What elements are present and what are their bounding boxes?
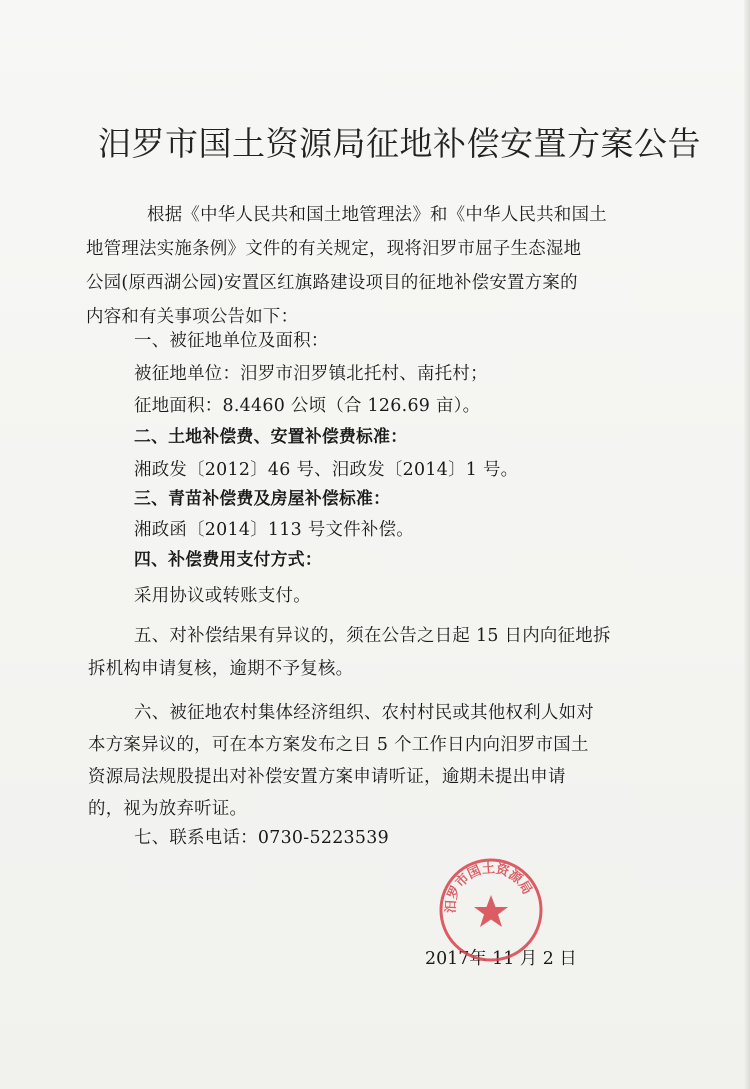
- section5-line: 五、对补偿结果有异议的，须在公告之日起 15 日内向征地拆: [134, 626, 611, 646]
- intro-line: 内容和有关事项公告如下：: [86, 307, 299, 327]
- intro-line: 根据《中华人民共和国土地管理法》和《中华人民共和国土: [147, 205, 607, 225]
- section6-line: 资源局法规股提出对补偿安置方案申请听证，逾期未提出申请: [88, 767, 566, 787]
- section1-unit: 被征地单位：汨罗市汨罗镇北托村、南托村；: [134, 364, 488, 384]
- official-seal: [436, 855, 546, 965]
- section7-phone: 七、联系电话：0730-5223539: [134, 828, 390, 848]
- section4-text: 采用协议或转账支付。: [134, 586, 311, 606]
- section6-line: 六、被征地农村集体经济组织、农村村民或其他权利人如对: [134, 703, 594, 723]
- section2-heading: 二、土地补偿费、安置补偿费标准：: [134, 426, 408, 446]
- intro-paragraph: [86, 198, 690, 334]
- seal-text: 汨罗市国土资源局: [443, 861, 535, 914]
- document-title: 汨罗市国土资源局征地补偿安置方案公告: [98, 124, 701, 163]
- intro-line: 地管理法实施条例》文件的有关规定，现将汨罗市屈子生态湿地: [86, 239, 582, 259]
- scan-edge: [744, 0, 750, 1089]
- section3-text: 湘政函〔2014〕113 号文件补偿。: [134, 520, 414, 540]
- issue-date: 2017年 11 月 2 日: [425, 949, 577, 969]
- seal-star-icon: [474, 895, 508, 927]
- section1-heading: 一、被征地单位及面积：: [134, 331, 329, 351]
- section4-heading: 四、补偿费用支付方式：: [134, 549, 322, 569]
- section5-line: 拆机构申请复核，逾期不予复核。: [88, 659, 354, 679]
- intro-line: 公园(原西湖公园)安置区红旗路建设项目的征地补偿安置方案的: [86, 273, 578, 293]
- section6-line: 的，视为放弃听证。: [88, 799, 248, 819]
- section3-heading: 三、青苗补偿费及房屋补偿标准：: [134, 488, 391, 508]
- section6-line: 本方案异议的，可在本方案发布之日 5 个工作日内向汨罗市国土: [88, 735, 589, 755]
- section2-text: 湘政发〔2012〕46 号、汨政发〔2014〕1 号。: [134, 460, 519, 480]
- section1-area: 征地面积：8.4460 公顷（合 126.69 亩）。: [134, 396, 481, 416]
